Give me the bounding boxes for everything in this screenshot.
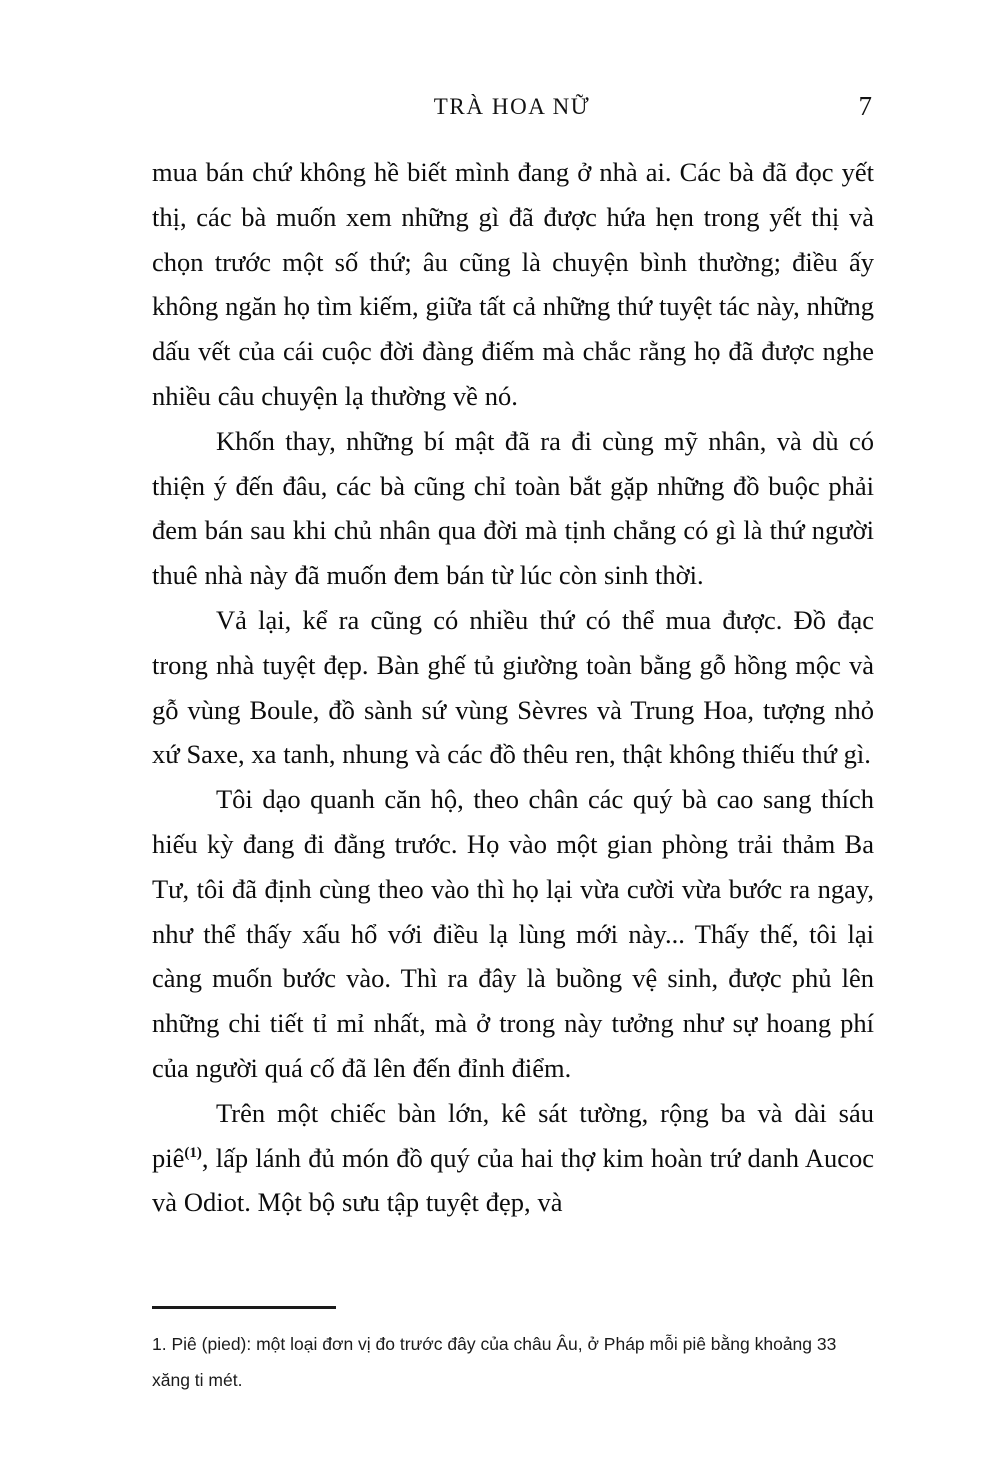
footnote-body: Piê (pied): một loại đơn vị đo trước đây của châu Âu, ở Pháp mỗi piê bằng khoảng 33 xăng ti mét. — [152, 1334, 837, 1390]
paragraph-5-text-before-footnote-ref: Trên một chiếc bàn lớn, kê sát tường, rộng ba và dài sáu piê — [152, 1097, 874, 1173]
paragraph-3: Vả lại, kể ra cũng có nhiều thứ có thể mua được. Đồ đạc trong nhà tuyệt đẹp. Bàn ghế tủ giường toàn bằng gỗ hồng mộc và gỗ vùng Boule, đồ sành sứ vùng Sèvres và Trung Hoa, tượng nhỏ xứ Saxe, xa tanh, nhung và các đồ thêu ren, thật không thiếu thứ gì. — [152, 604, 874, 770]
page-title: TRÀ HOA NỮ — [433, 94, 591, 119]
footnote-area — [152, 1306, 874, 1398]
paragraph-4: Tôi dạo quanh căn hộ, theo chân các quý bà cao sang thích hiếu kỳ đang đi đằng trước. Họ vào một gian phòng trải thảm Ba Tư, tôi đã định cùng theo vào thì họ lại vừa cười vừa bước ra ngay, như thể thấy xấu hổ với điều lạ lùng mới này... Thấy thế, tôi lại càng muốn bước vào. Thì ra đây là buồng vệ sinh, được phủ lên những chi tiết tỉ mỉ nhất, mà ở trong này tưởng như sự hoang phí của người quá cố đã lên đến đỉnh điểm. — [152, 784, 874, 1083]
paragraph-2: Khốn thay, những bí mật đã ra đi cùng mỹ nhân, và dù có thiện ý đến đâu, các bà cũng chỉ toàn bắt gặp những đồ buộc phải đem bán sau khi chủ nhân qua đời mà tịnh chẳng có gì là thứ người thuê nhà này đã muốn đem bán từ lúc còn sinh thời. — [152, 425, 874, 591]
footnote-1 — [152, 1326, 874, 1398]
paragraph-5-text-after-footnote-ref: , lấp lánh đủ món đồ quý của hai thợ kim hoàn trứ danh Aucoc và Odiot. Một bộ sưu tập tuyệt đẹp, và — [152, 1142, 874, 1218]
paragraph-5 — [152, 1091, 874, 1225]
page-number: 7 — [858, 91, 872, 121]
footnote-marker: 1. — [152, 1334, 167, 1354]
footnote-separator-rule — [152, 1306, 336, 1309]
running-header — [152, 91, 872, 128]
footnote-reference-1[interactable]: (1) — [184, 1144, 202, 1161]
body-text-block — [152, 150, 874, 1225]
paragraph-1: mua bán chứ không hề biết mình đang ở nhà ai. Các bà đã đọc yết thị, các bà muốn xem những gì đã được hứa hẹn trong yết thị và chọn trước một số thứ; âu cũng là chuyện bình thường; điều ấy không ngăn họ tìm kiếm, giữa tất cả những thứ tuyệt tác này, những dấu vết của cái cuộc đời đàng điếm mà chắc rằng họ đã được nghe nhiều câu chuyện lạ thường về nó. — [152, 157, 874, 411]
